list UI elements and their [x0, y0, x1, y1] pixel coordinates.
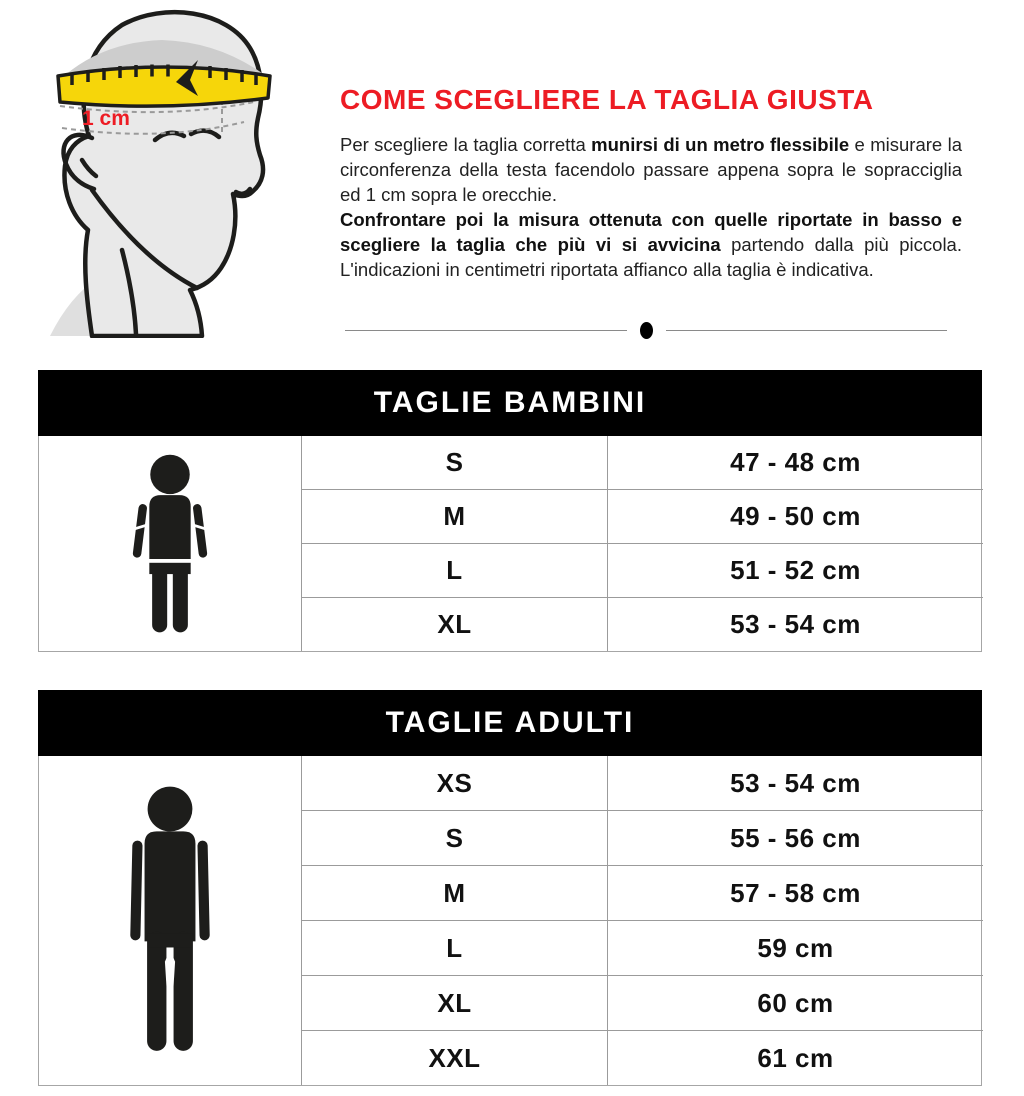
section-divider [345, 320, 947, 340]
head-illustration-svg [40, 0, 290, 338]
size-label: XL [301, 597, 608, 651]
size-range: 51 - 52 cm [608, 543, 983, 597]
table-header-adulti [38, 690, 982, 756]
child-pictogram-icon [39, 436, 301, 651]
divider-line-left [345, 330, 627, 331]
intro-paragraph-2 [340, 207, 962, 282]
table-taglie-adulti [38, 690, 982, 1086]
page-title: COME SCEGLIERE LA TAGLIA GIUSTA [340, 84, 874, 115]
size-label: L [301, 920, 608, 975]
size-range: 57 - 58 cm [608, 865, 983, 920]
table-title-bambini: TAGLIE BAMBINI [373, 386, 647, 419]
p1-bold: munirsi di un metro flessibile [591, 134, 850, 155]
size-label: XXL [301, 1030, 608, 1085]
size-range: 49 - 50 cm [608, 489, 983, 543]
size-label: M [301, 865, 608, 920]
size-range: 53 - 54 cm [608, 597, 983, 651]
size-label: XS [301, 756, 608, 810]
p2-bold: Confrontare poi la misura ottenuta con quelle riportate in basso e scegliere la taglia che più vi si avvicina [340, 209, 962, 255]
one-cm-label: 1 cm [82, 107, 130, 130]
p1-text: Per scegliere la taglia corretta [340, 134, 592, 155]
size-range: 53 - 54 cm [730, 767, 861, 798]
size-label: M [301, 489, 608, 543]
p2-text: partendo dalla più piccola. L'indicazioni in centimetri riportata affianco alla taglia è indicativa. [340, 234, 962, 280]
size-label: S [301, 810, 608, 865]
table-body-bambini [38, 436, 982, 652]
size-range: 59 cm [608, 920, 983, 975]
size-range: 55 - 56 cm [608, 810, 983, 865]
table-body-adulti [38, 756, 982, 1086]
size-label: L [301, 543, 608, 597]
size-range: 61 cm [608, 1030, 983, 1085]
divider-line-right [666, 330, 948, 331]
intro-section [340, 84, 962, 282]
p1-text-2: e misurare la circonferenza della testa facendolo passare appena sopra le sopracciglia ed 1 cm sopra le orecchie. [340, 134, 962, 205]
table-title-adulti: TAGLIE ADULTI [385, 706, 635, 739]
size-label: S [301, 436, 608, 489]
intro-paragraph-1 [340, 132, 962, 207]
head-measurement-illustration [40, 0, 290, 338]
table-header-bambini [38, 370, 982, 436]
adult-pictogram-icon [39, 756, 301, 1085]
size-range: 60 cm [608, 975, 983, 1030]
table-taglie-bambini [38, 370, 982, 652]
size-range: 47 - 48 cm [730, 447, 861, 477]
size-label: XL [301, 975, 608, 1030]
divider-dot [640, 322, 653, 339]
